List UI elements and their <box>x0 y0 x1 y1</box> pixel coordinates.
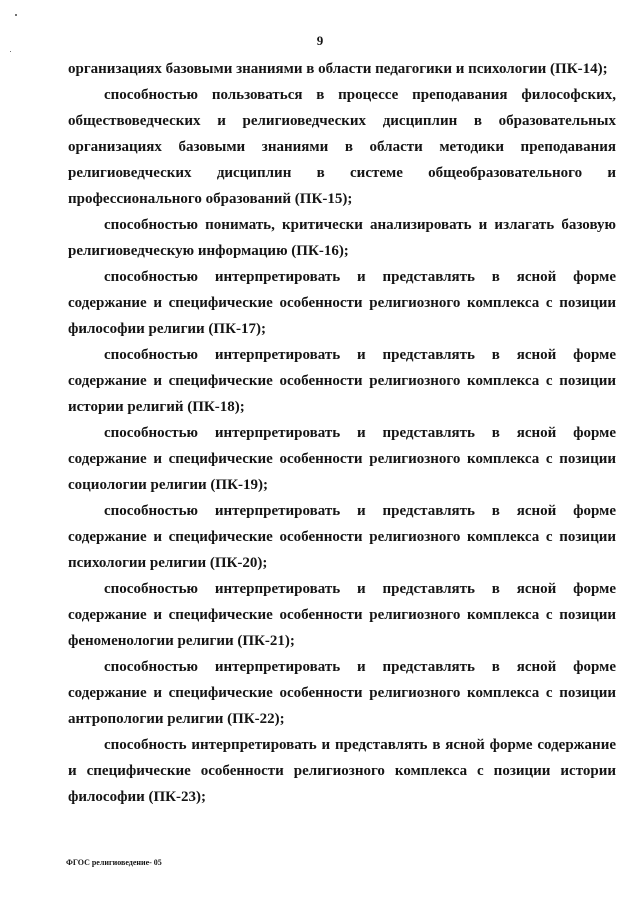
document-body <box>68 56 616 810</box>
paragraph: способность интерпретировать и представлять в ясной форме содержание и специфические особенности религиозного комплекса с позиции истории философии (ПК-23); <box>68 737 616 805</box>
paragraph: способностью интерпретировать и представлять в ясной форме содержание и специфические особенности религиозного комплекса с позиции феноменологии религии (ПК-21); <box>68 581 616 649</box>
scan-speck <box>15 14 17 16</box>
paragraph: способностью понимать, критически анализировать и излагать базовую религиоведческую информацию (ПК-16); <box>68 217 616 259</box>
page-number: 9 <box>316 33 324 48</box>
paragraph: организациях базовыми знаниями в области педагогики и психологии (ПК-14); <box>68 61 608 77</box>
paragraph: способностью интерпретировать и представлять в ясной форме содержание и специфические особенности религиозного комплекса с позиции истории религий (ПК-18); <box>68 347 616 415</box>
paragraph: способностью интерпретировать и представлять в ясной форме содержание и специфические особенности религиозного комплекса с позиции социологии религии (ПК-19); <box>68 425 616 493</box>
paragraph: способностью интерпретировать и представлять в ясной форме содержание и специфические особенности религиозного комплекса с позиции антропологии религии (ПК-22); <box>68 659 616 727</box>
scan-speck <box>10 51 11 52</box>
paragraph: способностью пользоваться в процессе преподавания философских, обществоведческих и религиоведческих дисциплин в образовательных организациях базовыми знаниями в области методики преподавания религиоведческих дисциплин в системе общеобразовательного и профессионального образований (ПК-15); <box>68 87 616 207</box>
paragraph: способностью интерпретировать и представлять в ясной форме содержание и специфические особенности религиозного комплекса с позиции психологии религии (ПК-20); <box>68 503 616 571</box>
footer-code: ФГОС религиоведение- 05 <box>66 858 162 867</box>
paragraph: способностью интерпретировать и представлять в ясной форме содержание и специфические особенности религиозного комплекса с позиции философии религии (ПК-17); <box>68 269 616 337</box>
